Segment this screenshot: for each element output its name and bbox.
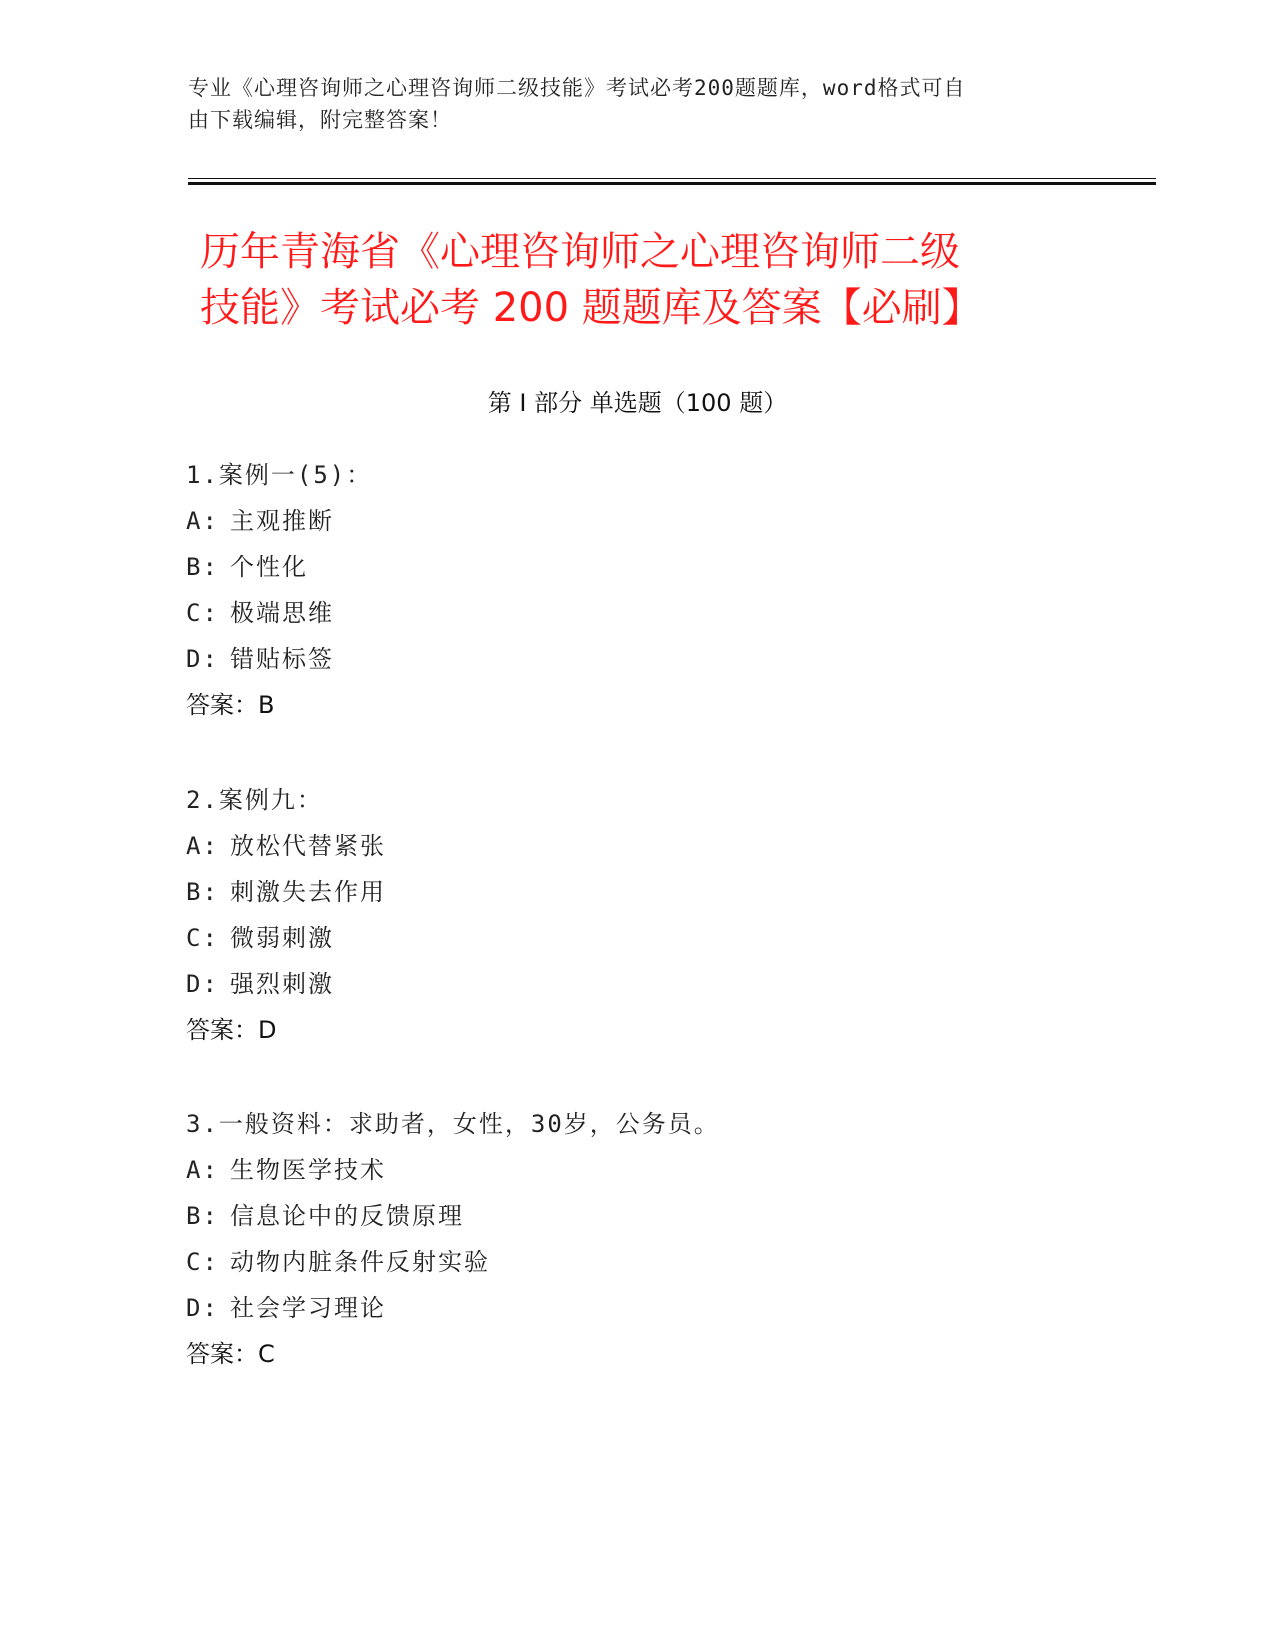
header-divider-thick [188,182,1156,185]
option-d [186,961,1086,1007]
header-note [188,72,1068,136]
option-text: 错贴标签 [230,645,334,673]
option-letter: B: [186,1202,219,1230]
option-letter: B: [186,878,219,906]
question-2 [186,777,1086,1053]
header-note-line-1: 专业《心理咨询师之心理咨询师二级技能》考试必考200题题库，word格式可自 [188,76,966,100]
option-b [186,869,1086,915]
option-letter: B: [186,553,219,581]
option-text: 动物内脏条件反射实验 [230,1248,490,1276]
answer-line: 答案：D [186,1016,277,1044]
option-text: 生物医学技术 [230,1156,386,1184]
option-a [186,498,1086,544]
option-letter: A: [186,832,219,860]
option-letter: C: [186,599,219,627]
option-letter: A: [186,507,219,535]
option-text: 放松代替紧张 [230,832,386,860]
option-c [186,915,1086,961]
option-letter: D: [186,1294,219,1322]
option-text: 主观推断 [230,507,334,535]
document-title-line-2: 技能》考试必考 200 题题库及答案【必刷】 [200,285,982,331]
option-text: 信息论中的反馈原理 [230,1202,464,1230]
option-d [186,636,1086,682]
section-heading: 第 I 部分 单选题（100 题） [487,389,788,417]
question-stem: 3.一般资料：求助者，女性，30岁，公务员。 [186,1110,720,1138]
option-text: 刺激失去作用 [230,878,386,906]
option-text: 极端思维 [230,599,334,627]
option-letter: C: [186,924,219,952]
option-d [186,1285,1086,1331]
option-text: 个性化 [230,553,308,581]
question-3 [186,1101,1086,1377]
option-letter: C: [186,1248,219,1276]
option-letter: D: [186,645,219,673]
question-stem: 1.案例一(5)： [186,461,373,489]
option-a [186,1147,1086,1193]
answer-line: 答案：C [186,1340,275,1368]
document-title [200,224,1100,336]
option-text: 强烈刺激 [230,970,334,998]
option-b [186,1193,1086,1239]
option-letter: D: [186,970,219,998]
header-divider-thin [188,178,1156,179]
option-c [186,590,1086,636]
option-c [186,1239,1086,1285]
option-b [186,544,1086,590]
document-title-line-1: 历年青海省《心理咨询师之心理咨询师二级 [200,229,960,275]
option-text: 社会学习理论 [230,1294,386,1322]
option-a [186,823,1086,869]
option-text: 微弱刺激 [230,924,334,952]
option-letter: A: [186,1156,219,1184]
answer-line: 答案：B [186,691,275,719]
header-note-line-2: 由下载编辑，附完整答案！ [188,108,452,132]
question-stem: 2.案例九： [186,786,323,814]
question-1 [186,452,1086,728]
